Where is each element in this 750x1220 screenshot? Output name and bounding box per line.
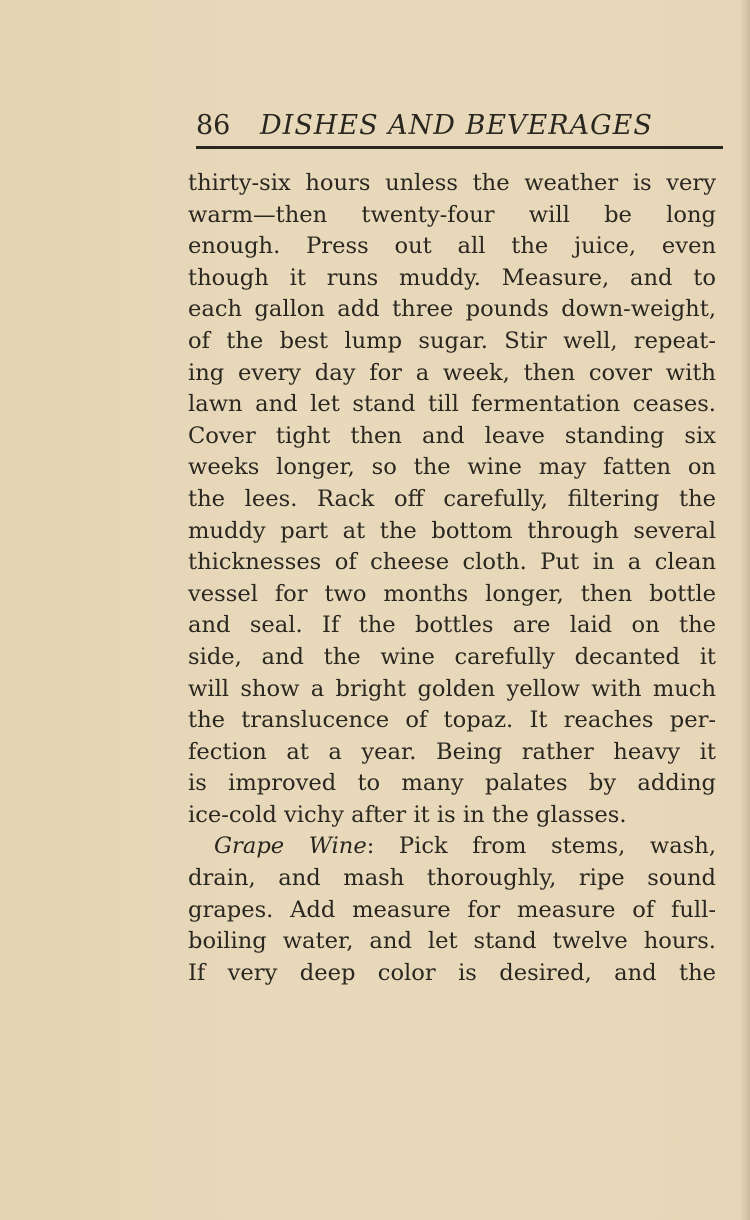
text-line: fection at a year. Being rather heavy it [188, 738, 716, 765]
text-line: ice-cold vichy after it is in the glasses. [188, 801, 627, 828]
body-text [188, 168, 716, 989]
grape-wine-first-line-text: : Pick from stems, wash, [366, 833, 717, 860]
text-line: side, and the wine carefully decanted it [188, 643, 716, 670]
text-line: boiling water, and let stand twelve hours. [188, 928, 716, 955]
page-edge-shadow [740, 0, 750, 1220]
text-line: thicknesses of cheese cloth. Put in a clean [188, 549, 716, 576]
text-line: the lees. Rack off carefully, filtering the [188, 485, 716, 512]
page-number: 86 [196, 110, 231, 141]
text-line: grapes. Add measure for measure of full- [188, 896, 716, 923]
text-line: thirty-six hours unless the weather is very [188, 170, 716, 196]
text-line: warm—then twenty-four will be long [188, 201, 716, 228]
grape-wine-first-line [188, 831, 716, 863]
text-line: vessel for two months longer, then bottle [188, 580, 716, 607]
grape-wine-heading: Grape Wine [214, 833, 367, 860]
running-title: DISHES AND BEVERAGES [260, 110, 653, 141]
text-line: If very deep color is desired, and the [188, 959, 716, 986]
text-line: enough. Press out all the juice, even [188, 233, 716, 260]
text-line: each gallon add three pounds down-weight, [188, 296, 716, 323]
text-line: lawn and let stand till fermentation ceases. [188, 391, 716, 418]
text-line: drain, and mash thoroughly, ripe sound [188, 865, 716, 892]
page-header [196, 108, 722, 144]
text-line: and seal. If the bottles are laid on the [188, 612, 716, 639]
text-line: though it runs muddy. Measure, and to [188, 264, 716, 291]
text-line: will show a bright golden yellow with much [188, 675, 716, 702]
text-line: muddy part at the bottom through several [188, 517, 716, 544]
header-rule [196, 146, 723, 149]
text-line: ing every day for a week, then cover with [188, 359, 716, 386]
text-line: Cover tight then and leave standing six [188, 422, 716, 449]
text-line: of the best lump sugar. Stir well, repeat- [188, 327, 716, 354]
text-line: the translucence of topaz. It reaches per- [188, 707, 716, 734]
text-line: weeks longer, so the wine may fatten on [188, 454, 716, 481]
text-line: is improved to many palates by adding [188, 770, 716, 797]
